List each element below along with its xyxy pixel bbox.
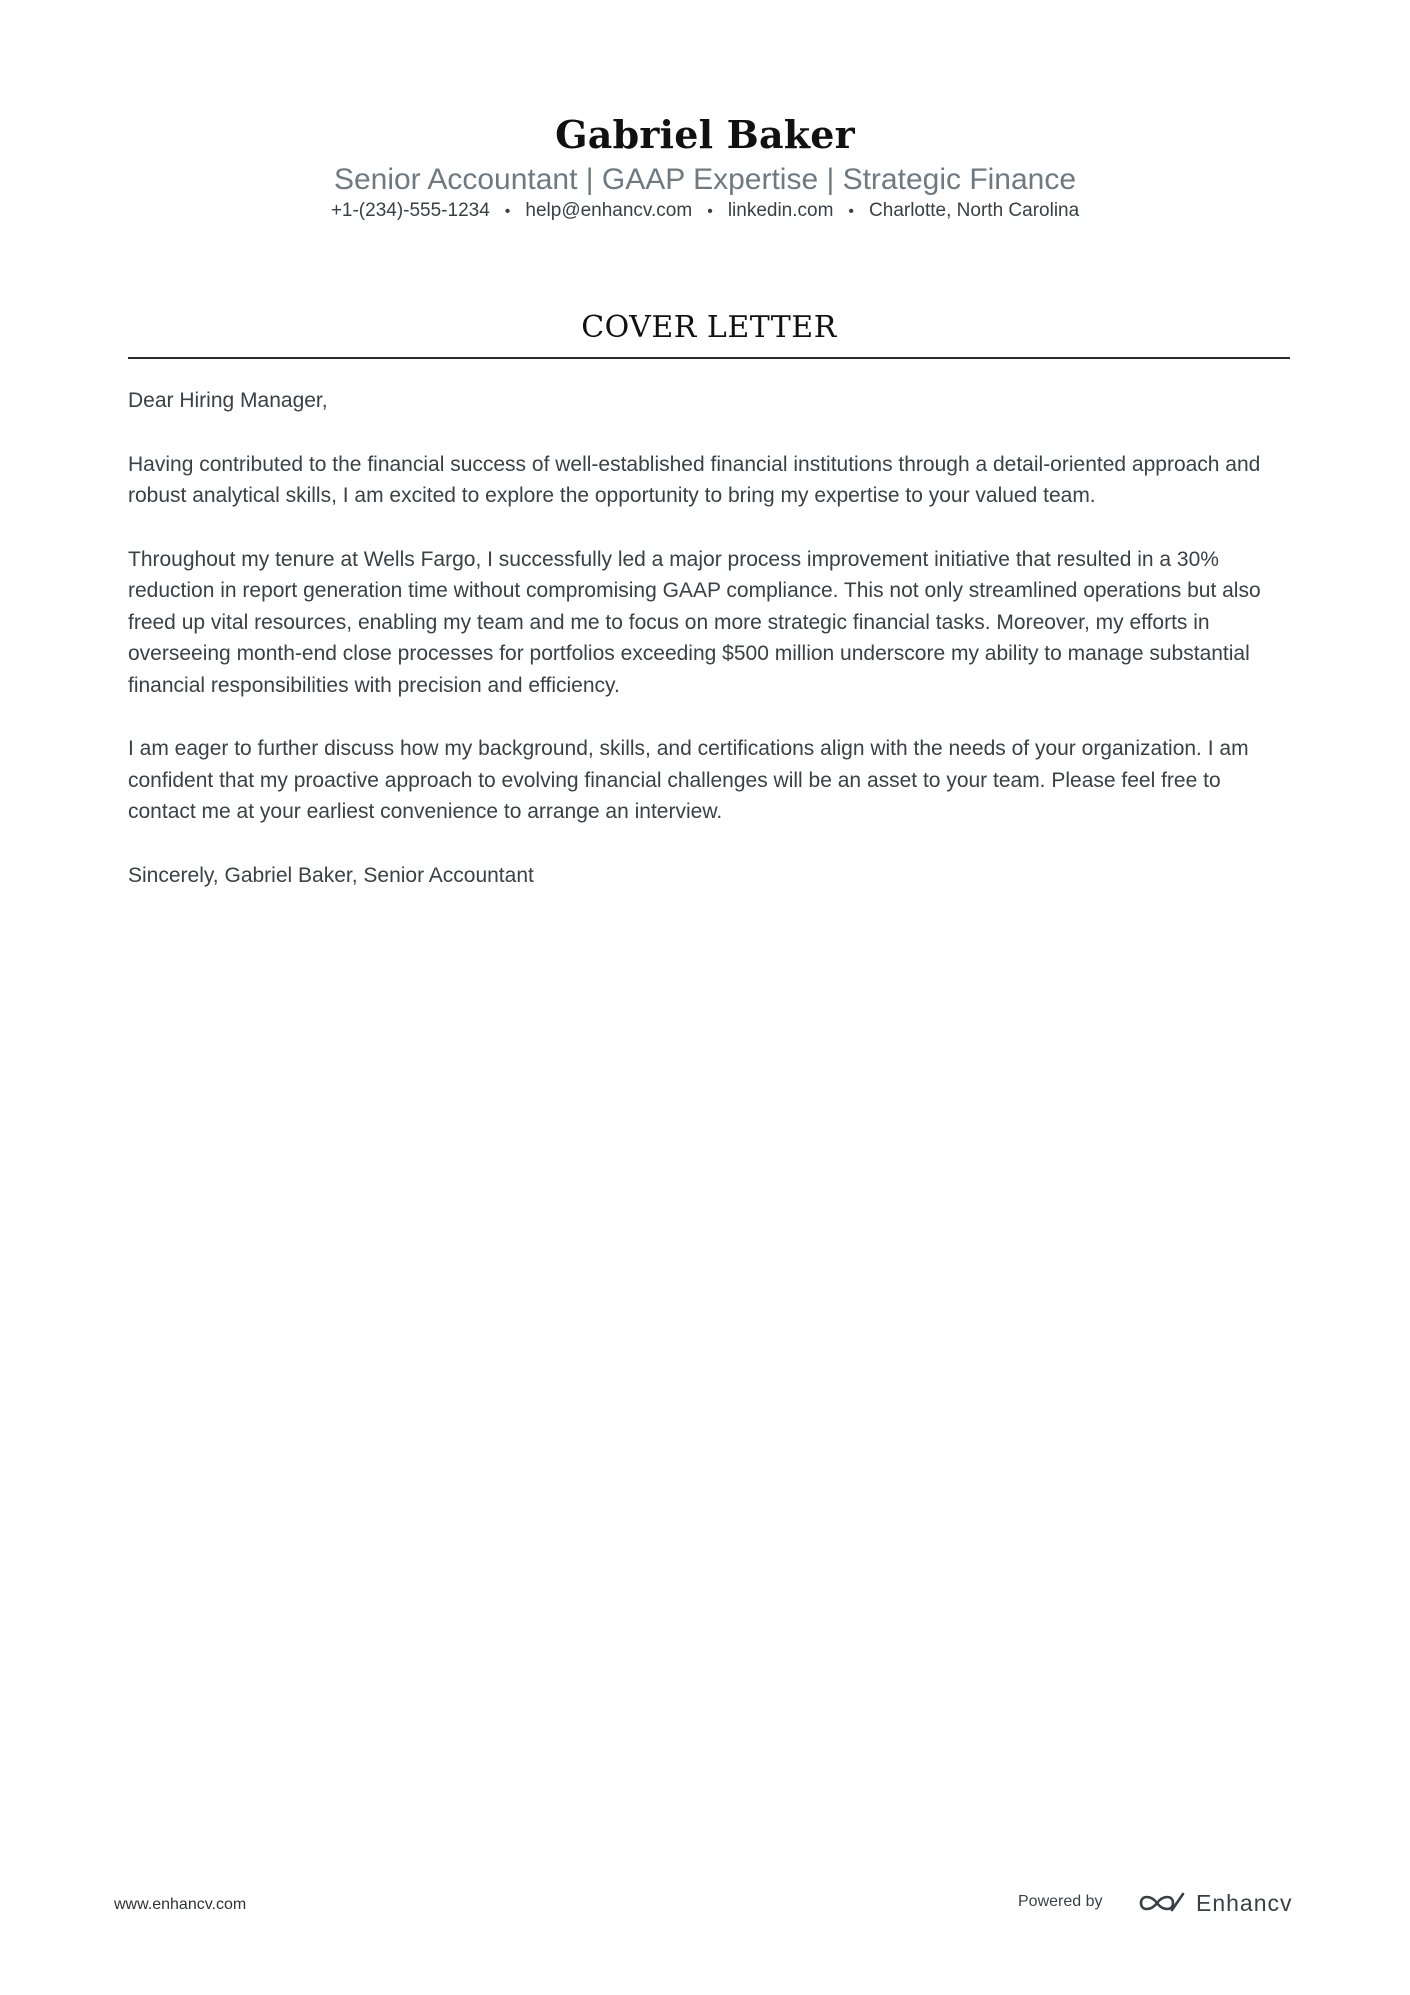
candidate-name: Gabriel Baker xyxy=(555,112,855,157)
letter-paragraph: Throughout my tenure at Wells Fargo, I successfully led a major process improvement initiative that resulted in a 30% reduction in report generation time without compromising GAAP compliance. This not only streamlined operations but also freed up vital resources, enabling my team and me to focus on more strategic financial tasks. Moreover, my efforts in overseeing month-end close processes for portfolios exceeding $500 million underscore my ability to manage substantial financial responsibilities with precision and efficiency. xyxy=(128,547,1261,697)
contact-separator: • xyxy=(707,203,713,220)
enhancv-brand[interactable] xyxy=(1138,1885,1293,1921)
resume-header xyxy=(0,110,1410,225)
letter-paragraph: Having contributed to the financial success of well-established financial institutions through a detail-oriented approach and robust analytical skills, I am excited to explore the opportunity to bring my expertise to your valued team. xyxy=(128,452,1261,507)
contact-separator: • xyxy=(504,203,511,220)
footer-website-link[interactable]: www.enhancv.com xyxy=(114,1896,247,1913)
powered-by-label: Powered by xyxy=(1018,1893,1103,1910)
contact-separator: • xyxy=(848,203,855,220)
contact-email[interactable]: help@enhancv.com xyxy=(525,200,693,221)
section-divider xyxy=(128,357,1290,359)
contact-linkedin[interactable]: linkedin.com xyxy=(727,200,834,221)
enhancv-logo-icon xyxy=(1138,1890,1186,1916)
section-title: COVER LETTER xyxy=(581,310,837,345)
letter-paragraph: I am eager to further discuss how my background, skills, and certifications align with the needs of your organization. I am confident that my proactive approach to evolving financial challenges will be an asset to your team. Please feel free to contact me at your earliest convenience to arrange an interview. xyxy=(128,737,1249,823)
letter-closing: Sincerely, Gabriel Baker, Senior Accountant xyxy=(128,863,534,887)
brand-name: Enhancv xyxy=(1196,1889,1293,1916)
letter-greeting: Dear Hiring Manager, xyxy=(128,389,328,412)
letter-body xyxy=(128,385,1290,923)
contact-line xyxy=(0,198,1410,225)
contact-phone: +1-(234)-555-1234 xyxy=(330,200,490,221)
candidate-headline: Senior Accountant | GAAP Expertise | Strategic Finance xyxy=(333,163,1077,196)
contact-location: Charlotte, North Carolina xyxy=(869,200,1080,221)
